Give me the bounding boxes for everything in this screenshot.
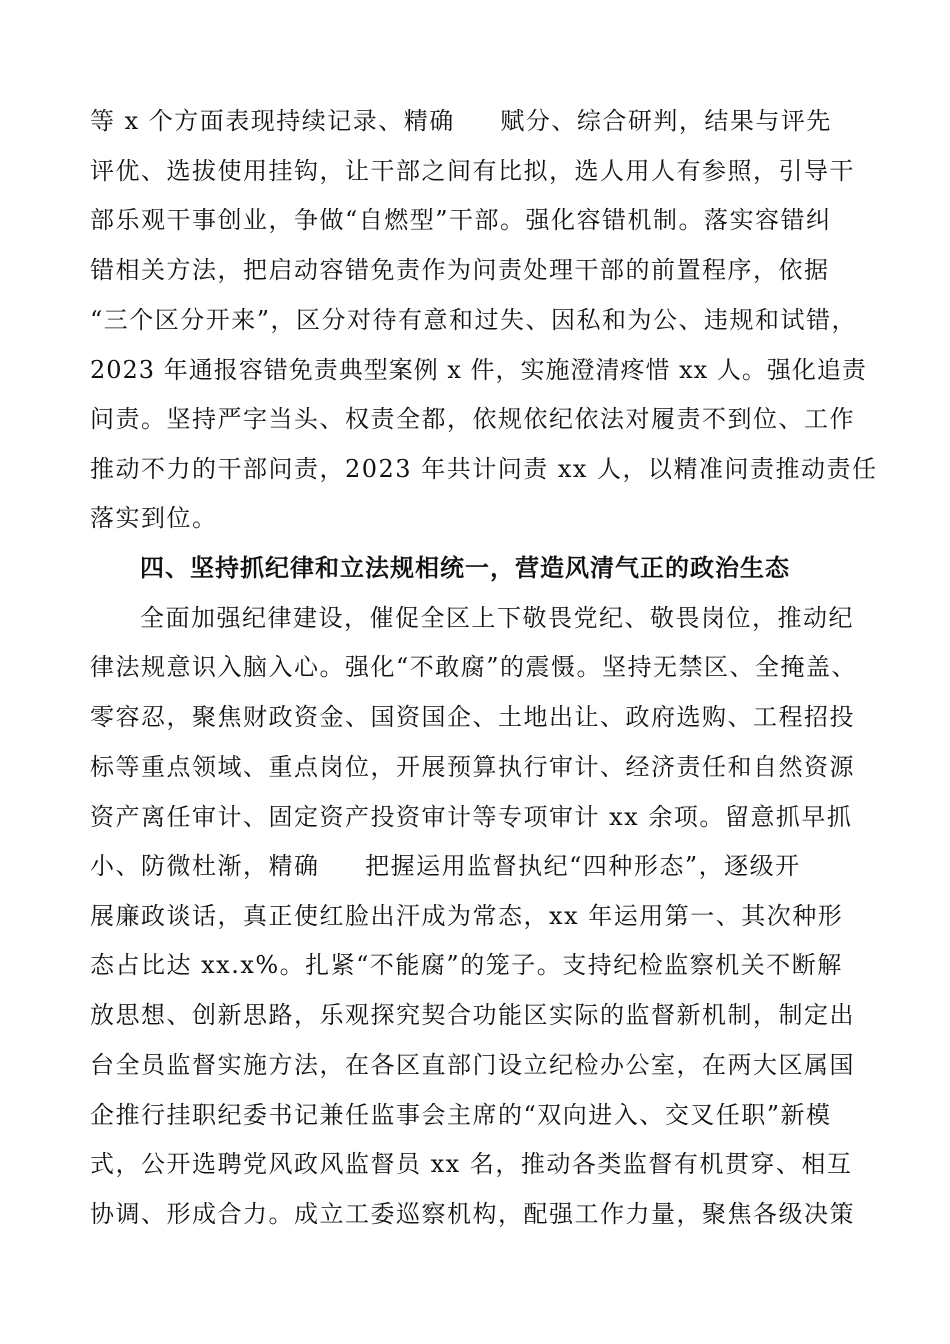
paragraph-line: 态占比达 xx.x%。扎紧“不能腐”的笼子。支持纪检监察机关不断解 <box>90 951 843 979</box>
paragraph-line: 评优、选拔使用挂钩，让干部之间有比拟，选人用人有参照，引导干 <box>90 157 855 185</box>
paragraph-line: 律法规意识入脑入心。强化“不敢腐”的震慑。坚持无禁区、全掩盖、 <box>90 653 858 681</box>
paragraph-line: 错相关方法，把启动容错免责作为问责处理干部的前置程序，依据 <box>90 256 830 284</box>
paragraph-line: 等 x 个方面表现持续记录、精确 赋分、综合研判，结果与评先 <box>90 107 832 135</box>
paragraph-line: 企推行挂职纪委书记兼任监事会主席的“双向进入、交叉任职”新模 <box>90 1101 832 1129</box>
paragraph-line: 推动不力的干部问责，2023 年共计问责 xx 人，以精准问责推动责任 <box>90 455 878 483</box>
paragraph-line: 台全员监督实施方法，在各区直部门设立纪检办公室，在两大区属国 <box>90 1051 855 1079</box>
paragraph-line: 全面加强纪律建设，催促全区上下敬畏党纪、敬畏岗位，推动纪 <box>140 604 854 632</box>
paragraph-line: “三个区分开来”，区分对待有意和过失、因私和为公、违规和试错， <box>90 306 858 334</box>
paragraph-line: 落实到位。 <box>90 504 218 532</box>
paragraph-line: 式，公开选聘党风政风监督员 xx 名，推动各类监督有机贯穿、相互 <box>90 1150 853 1178</box>
paragraph-line: 协调、形成合力。成立工委巡察机构，配强工作力量，聚焦各级决策 <box>90 1200 855 1228</box>
paragraph-line: 放思想、创新思路，乐观探究契合功能区实际的监督新机制，制定出 <box>90 1001 855 1029</box>
paragraph-line: 资产离任审计、固定资产投资审计等专项审计 xx 余项。留意抓早抓 <box>90 803 853 831</box>
paragraph-line: 部乐观干事创业，争做“自燃型”干部。强化容错机制。落实容错纠 <box>90 206 832 234</box>
paragraph-line: 2023 年通报容错免责典型案例 x 件，实施澄清疼惜 xx 人。强化追责 <box>90 356 867 384</box>
paragraph-line: 展廉政谈话，真正使红脸出汗成为常态，xx 年运用第一、其次种形 <box>90 902 844 930</box>
paragraph-line: 问责。坚持严字当头、权责全都，依规依纪依法对履责不到位、工作 <box>90 405 855 433</box>
paragraph-line: 零容忍，聚焦财政资金、国资国企、土地出让、政府选购、工程招投 <box>90 703 855 731</box>
section-heading: 四、坚持抓纪律和立法规相统一，营造风清气正的政治生态 <box>140 554 790 582</box>
paragraph-line: 标等重点领域、重点岗位，开展预算执行审计、经济责任和自然资源 <box>90 753 855 781</box>
paragraph-line: 小、防微杜渐，精确 把握运用监督执纪“四种形态”，逐级开 <box>90 852 801 880</box>
